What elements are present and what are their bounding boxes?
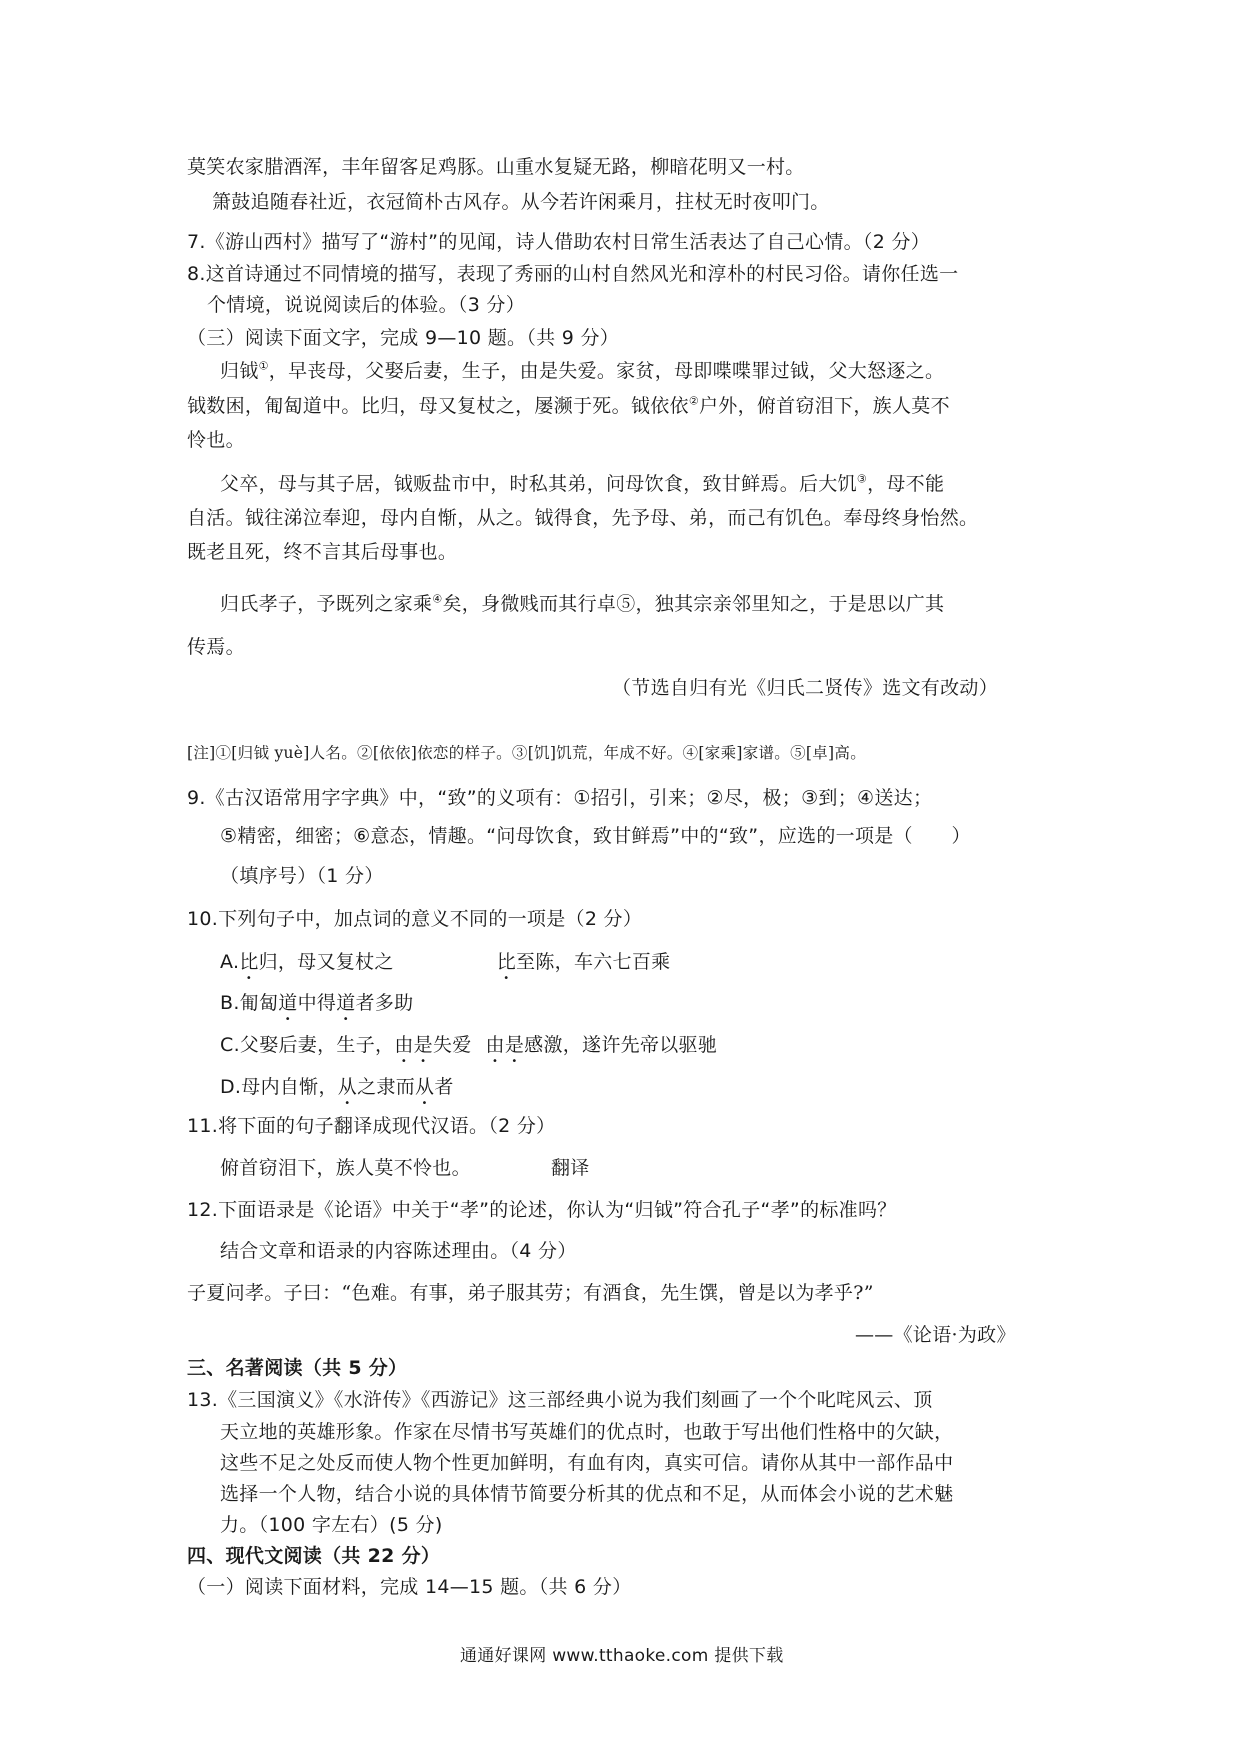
question-10-stem: 10.下列句子中，加点词的意义不同的一项是（2 分） bbox=[187, 908, 643, 930]
question-9-line-1: 9.《古汉语常用字字典》中，“致”的义项有：①招引，引来；②尽，极；③到；④送达； bbox=[187, 787, 933, 809]
question-8-line-2: 个情境，说说阅读后的体验。（3 分） bbox=[207, 294, 526, 316]
question-13-line-4: 选择一个人物，结合小说的具体情节简要分析其的优点和不足，从而体会小说的艺术魅 bbox=[220, 1483, 954, 1505]
page-footer: 通通好课网 www.tthaoke.com 提供下载 bbox=[460, 1646, 784, 1666]
passage-p2-line-2: 自活。钺往涕泣奉迎，母内自惭，从之。钺得食，先予母、弟，而己有饥色。奉母终身怡然。 bbox=[187, 507, 979, 529]
poem-line-2: 箫鼓追随春社近，衣冠简朴古风存。从今若许闲乘月，拄杖无时夜叩门。 bbox=[212, 191, 830, 213]
question-12-line-2: 结合文章和语录的内容陈述理由。（4 分） bbox=[220, 1240, 577, 1262]
passage-p1-line-2: 钺数困，匍匐道中。比归，母又复杖之，屡濒于死。钺依依②户外，俯首窃泪下，族人莫不 bbox=[187, 394, 950, 417]
question-12-quote-source: ——《论语·为政》 bbox=[855, 1324, 1016, 1346]
question-13-line-3: 这些不足之处反而使人物个性更加鲜明，有血有肉，真实可信。请你从其中一部作品中 bbox=[220, 1452, 954, 1474]
question-12-line-1: 12.下面语录是《论语》中关于“孝”的论述，你认为“归钺”符合孔子“孝”的标准吗？ bbox=[187, 1199, 897, 1221]
question-11-stem: 11.将下面的句子翻译成现代汉语。（2 分） bbox=[187, 1115, 556, 1137]
passage-p2-line-1: 父卒，母与其子居，钺贩盐市中，时私其弟，问母饮食，致甘鲜焉。后大饥③，母不能 bbox=[220, 472, 945, 495]
passage-p3-line-2: 传焉。 bbox=[187, 636, 245, 658]
question-9-line-3: （填序号）（1 分） bbox=[220, 865, 384, 887]
question-7: 7.《游山西村》描写了“游村”的见闻，诗人借助农村日常生活表达了自己心情。（2 分） bbox=[187, 231, 931, 253]
question-10-option-c: C.父娶后妻，生子，由是失爱 由是感激，遂许先帝以驱驰 bbox=[220, 1034, 718, 1056]
passage-p2-line-3: 既老且死，终不言其后母事也。 bbox=[187, 541, 458, 563]
question-13-line-5: 力。（100 字左右）(5 分) bbox=[220, 1514, 443, 1536]
passage-p1-line-3: 怜也。 bbox=[187, 429, 245, 451]
question-8-line-1: 8.这首诗通过不同情境的描写，表现了秀丽的山村自然风光和淳朴的村民习俗。请你任选一 bbox=[187, 263, 959, 285]
passage-p3-line-1: 归氏孝子，予既列之家乘④矣，身微贱而其行卓⑤，独其宗亲邻里知之，于是思以广其 bbox=[220, 592, 945, 615]
question-10-option-a: A.比归，母又复杖之 比至陈，车六七百乘 bbox=[220, 951, 671, 973]
question-9-line-2: ⑤精密，细密；⑥意态，情趣。“问母饮食，致甘鲜焉”中的“致”，应选的一项是（ ） bbox=[220, 825, 971, 847]
question-13-line-2: 天立地的英雄形象。作家在尽情书写英雄们的优点时，也敢于写出他们性格中的欠缺， bbox=[220, 1421, 954, 1443]
annotation-notes: [注]①[归钺 yuè]人名。②[依依]依恋的样子。③[饥]饥荒，年成不好。④[家乘]家谱。⑤[卓]高。 bbox=[187, 744, 867, 762]
section-3-heading: （三）阅读下面文字，完成 9—10 题。（共 9 分） bbox=[187, 327, 620, 349]
part-3-heading: 三、名著阅读（共 5 分） bbox=[187, 1357, 408, 1379]
part-4-subheading: （一）阅读下面材料，完成 14—15 题。（共 6 分） bbox=[187, 1576, 632, 1598]
poem-line-1: 莫笑农家腊酒浑，丰年留客足鸡豚。山重水复疑无路，柳暗花明又一村。 bbox=[187, 156, 805, 178]
question-13-line-1: 13.《三国演义》《水浒传》《西游记》这三部经典小说为我们刻画了一个个叱咤风云、顶 bbox=[187, 1389, 933, 1411]
question-12-quote: 子夏问孝。子曰：“色难。有事，弟子服其劳；有酒食，先生馔，曾是以为孝乎?” bbox=[187, 1282, 874, 1304]
passage-p1-line-1: 归钺①，早丧母，父娶后妻，生子，由是失爱。家贫，母即喋喋罪过钺，父大怒逐之。 bbox=[220, 359, 945, 382]
part-4-heading: 四、现代文阅读（共 22 分） bbox=[187, 1545, 441, 1567]
question-11-translate-label: 翻译 bbox=[551, 1157, 590, 1179]
question-10-option-b: B.匍匐道中得道者多助 bbox=[220, 992, 414, 1014]
question-10-option-d: D.母内自惭，从之隶而从者 bbox=[220, 1076, 454, 1098]
passage-source: （节选自归有光《归氏二贤传》选文有改动） bbox=[612, 677, 999, 699]
question-11-sentence: 俯首窃泪下，族人莫不怜也。 bbox=[220, 1157, 471, 1179]
